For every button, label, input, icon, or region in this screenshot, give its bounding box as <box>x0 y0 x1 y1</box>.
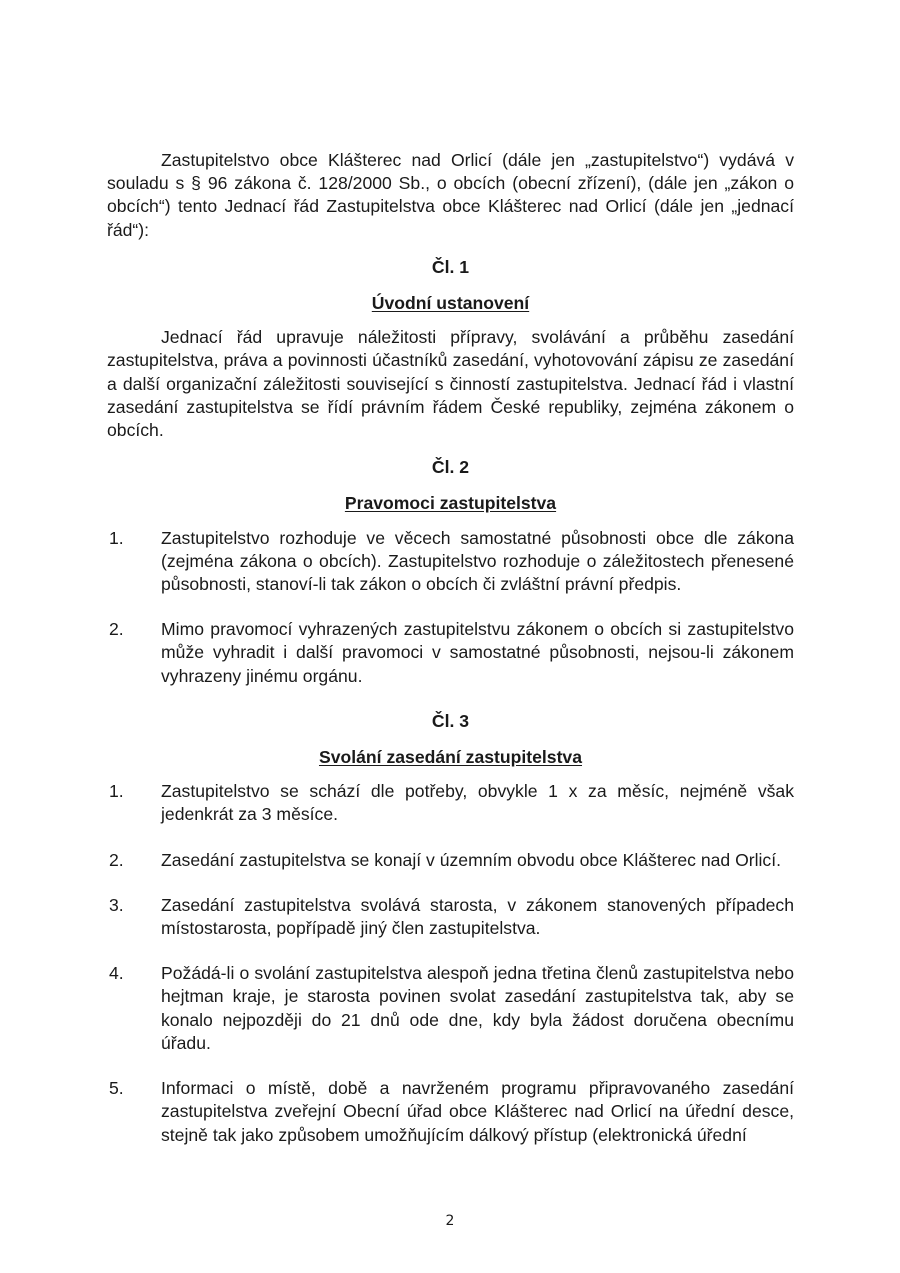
item-text: Požádá-li o svolání zastupitelstva alespoň jedna třetina členů zastupitelstva nebo hejtman kraje, je starosta povinen svolat zasedání zastupitelstva tak, aby se konalo nejpozději do 21 dnů ode dne, kdy byla žádost doručena obecnímu úřadu. <box>161 963 794 1053</box>
item-text: Zastupitelstvo rozhoduje ve věcech samostatné působnosti obce dle zákona (zejména zákona o obcích). Zastupitelstvo rozhoduje o záležitostech přenesené působnosti, stanoví-li tak zákon o obcích či zvláštní právní předpis. <box>161 527 794 595</box>
item-number: 1. <box>109 527 124 548</box>
page-number: 2 <box>445 1213 455 1229</box>
article-1-paragraph: Jednací řád upravuje náležitosti přípravy, svolávání a průběhu zasedání zastupitelstva, práva a povinnosti účastníků zasedání, vyhotovování zápisu ze zasedání a další organizační záležitosti související s činností zastupitelstva. Jednací řád i vlastní zasedání zastupitelstva se řídí právním řádem České republiky, zejména zákonem o obcích. <box>107 327 794 441</box>
article-1-number: Čl. 1 <box>431 256 470 277</box>
item-text: Zasedání zastupitelstva svolává starosta, v zákonem stanovených případech místostarosta, popřípadě jiný člen zastupitelstva. <box>161 894 794 939</box>
item-number: 2. <box>109 849 124 870</box>
list-item <box>107 849 794 872</box>
item-number: 5. <box>109 1078 124 1099</box>
item-text: Zastupitelstvo se schází dle potřeby, obvykle 1 x za měsíc, nejméně však jedenkrát za 3 měsíce. <box>161 781 794 825</box>
list-item <box>107 527 794 597</box>
item-number: 1. <box>109 781 124 802</box>
article-1-title: Úvodní ustanovení <box>371 293 530 314</box>
list-item <box>107 962 794 1055</box>
item-text: Informaci o místě, době a navrženém programu připravovaného zasedání zastupitelstva zveřejní Obecní úřad obce Klášterec nad Orlicí na úřední desce, stejně tak jako způsobem umožňujícím dálkový přístup (elektronická úřední <box>161 1078 794 1145</box>
item-number: 2. <box>109 619 124 640</box>
article-2-number: Čl. 2 <box>431 457 470 478</box>
article-3-number: Čl. 3 <box>431 710 470 731</box>
list-item <box>107 894 794 940</box>
list-item <box>107 1077 794 1147</box>
page-content <box>107 149 794 1147</box>
article-2-list <box>107 527 794 688</box>
intro-paragraph: Zastupitelstvo obce Klášterec nad Orlicí (dále jen „zastupitelstvo“) vydává v souladu s § 96 zákona č. 128/2000 Sb., o obcích (obecní zřízení), (dále jen „zákon o obcích“) tento Jednací řád Zastupitelstva obce Klášterec nad Orlicí (dále jen „jednací řád“): <box>107 150 794 240</box>
article-3-title: Svolání zasedání zastupitelstva <box>318 747 583 768</box>
item-number: 3. <box>109 894 124 915</box>
item-text: Mimo pravomocí vyhrazených zastupitelstvu zákonem o obcích si zastupitelstvo může vyhradit i další pravomoci v samostatné působnosti, nejsou-li zákonem vyhrazeny jinému orgánu. <box>161 619 794 686</box>
list-item <box>107 780 794 826</box>
list-item <box>107 618 794 688</box>
item-text: Zasedání zastupitelstva se konají v územním obvodu obce Klášterec nad Orlicí. <box>161 849 782 870</box>
item-number: 4. <box>109 963 124 984</box>
article-3-list <box>107 780 794 1146</box>
article-2-title: Pravomoci zastupitelstva <box>344 493 557 514</box>
